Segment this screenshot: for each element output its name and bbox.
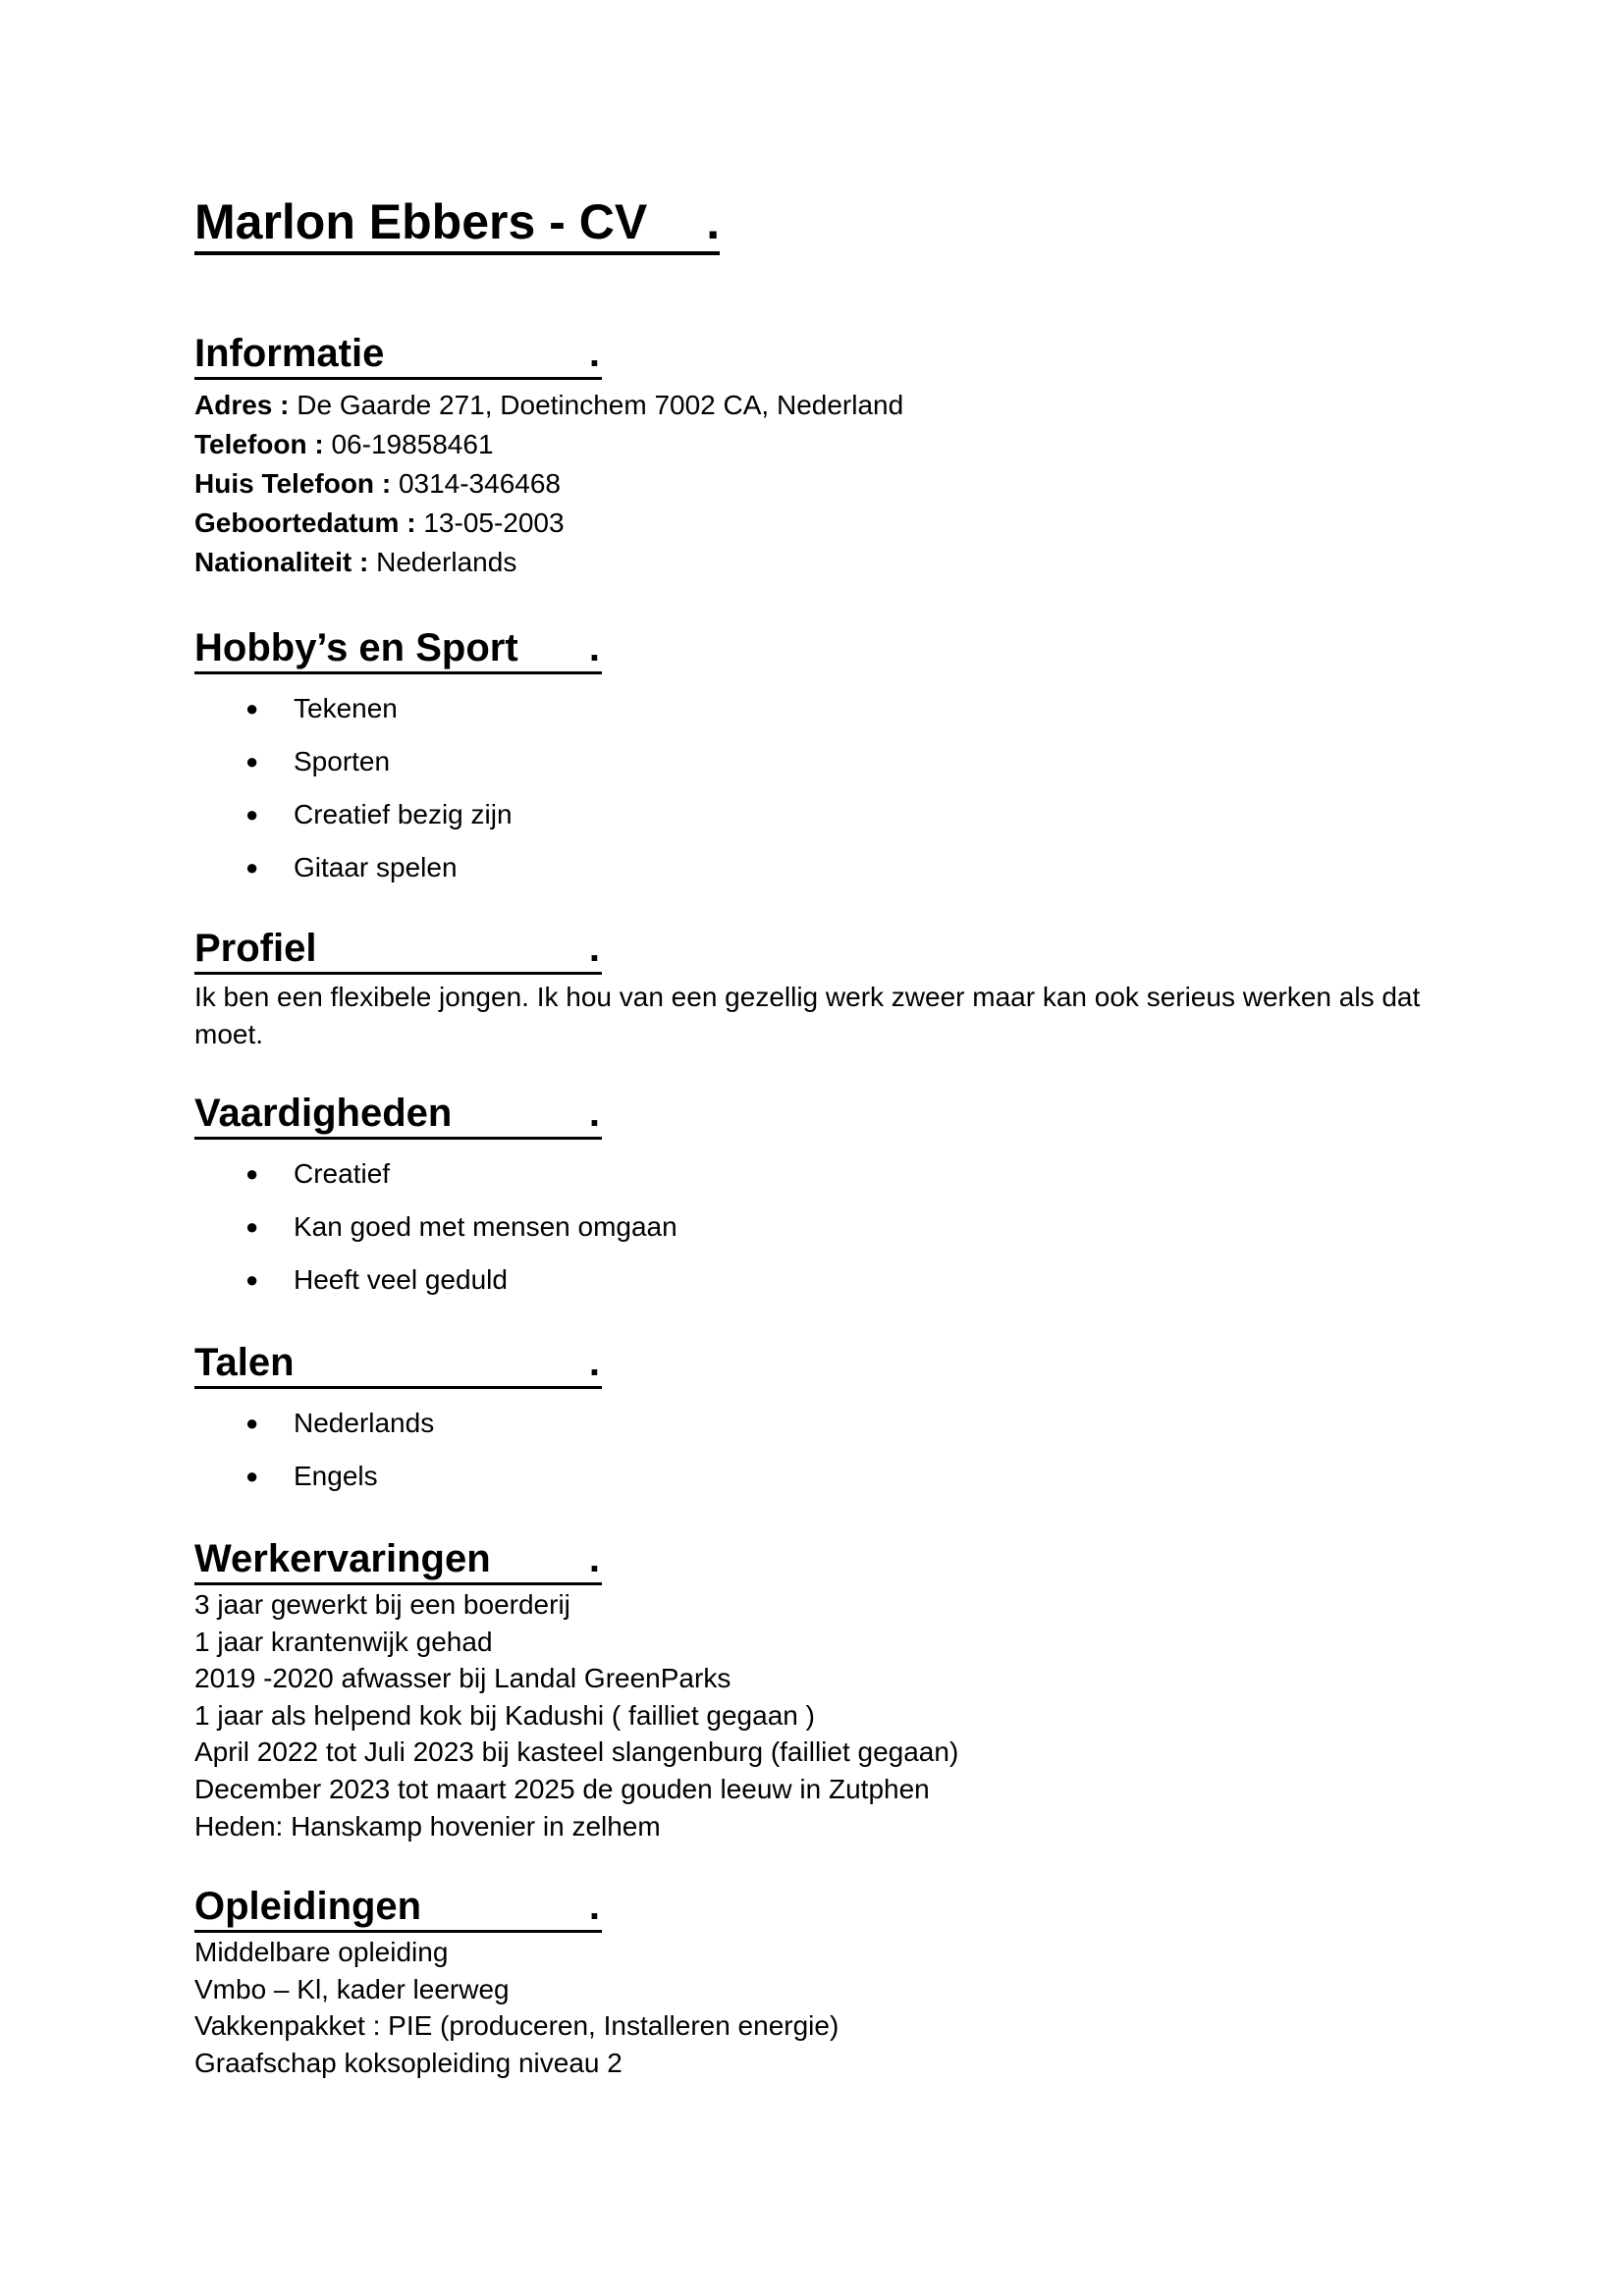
bullet-icon: ● [245, 1267, 259, 1292]
info-label: Adres : [194, 390, 290, 420]
list-item: April 2022 tot Juli 2023 bij kasteel slangenburg (failliet gegaan) [194, 1736, 959, 1768]
heading-werkervaringen-text: Werkervaringen [194, 1537, 491, 1580]
list-item [194, 1148, 1451, 1201]
info-value: De Gaarde 271, Doetinchem 7002 CA, Nederland [297, 390, 904, 420]
list-item-text: Engels [294, 1461, 378, 1491]
list-item: 3 jaar gewerkt bij een boerderij [194, 1589, 570, 1620]
heading-hobbies-text: Hobby’s en Sport [194, 626, 518, 669]
heading-dot: . [588, 1092, 600, 1135]
heading-dot: . [588, 1885, 600, 1928]
info-row-huis-telefoon [194, 464, 1451, 504]
list-item [194, 1450, 1451, 1503]
bullet-icon: ● [245, 1411, 259, 1435]
list-item [194, 1201, 1451, 1254]
section-werkervaringen [194, 1535, 1451, 1844]
info-value: 0314-346468 [398, 468, 561, 499]
bullet-icon: ● [245, 696, 259, 721]
bullet-icon: ● [245, 1214, 259, 1239]
info-value: Nederlands [376, 547, 517, 577]
info-row-adres [194, 386, 1451, 425]
list-item [194, 841, 1451, 894]
list-item: Vakkenpakket : PIE (produceren, Installeren energie) [194, 2010, 839, 2042]
list-item: 1 jaar als helpend kok bij Kadushi ( failliet gegaan ) [194, 1699, 815, 1731]
heading-dot: . [588, 626, 600, 669]
section-hobbies [194, 624, 1451, 894]
heading-opleidingen [194, 1883, 602, 1933]
talen-list [194, 1397, 1451, 1503]
info-label: Nationaliteit : [194, 547, 369, 577]
info-label: Telefoon : [194, 429, 324, 459]
heading-dot: . [588, 927, 600, 970]
section-profiel [194, 925, 1451, 1053]
list-item [194, 682, 1451, 735]
list-item-text: Creatief bezig zijn [294, 799, 513, 829]
profiel-text: Ik ben een flexibele jongen. Ik hou van een gezellig werk zweer maar kan ook serieus werken als dat moet. [194, 982, 1421, 1049]
heading-talen-text: Talen [194, 1341, 295, 1384]
list-item-text: Nederlands [294, 1408, 435, 1438]
hobbies-list [194, 682, 1451, 894]
page-title [194, 192, 720, 255]
info-value: 13-05-2003 [423, 507, 565, 538]
info-list [194, 386, 1451, 582]
list-item-text: Creatief [294, 1158, 391, 1189]
bullet-icon: ● [245, 1161, 259, 1186]
list-item: Vmbo – Kl, kader leerweg [194, 1973, 510, 2004]
heading-vaardigheden [194, 1090, 602, 1140]
list-item-text: Kan goed met mensen omgaan [294, 1211, 677, 1242]
list-item [194, 788, 1451, 841]
list-item: Heden: Hanskamp hovenier in zelhem [194, 1810, 661, 1842]
heading-informatie-text: Informatie [194, 332, 385, 375]
list-item-text: Gitaar spelen [294, 852, 458, 882]
bullet-icon: ● [245, 749, 259, 774]
list-item [194, 735, 1451, 788]
heading-werkervaringen [194, 1535, 602, 1585]
info-value: 06-19858461 [331, 429, 494, 459]
bullet-icon: ● [245, 1464, 259, 1488]
title-text: Marlon Ebbers - CV [194, 194, 648, 249]
bullet-icon: ● [245, 802, 259, 827]
section-vaardigheden [194, 1090, 1451, 1307]
list-item [194, 1397, 1451, 1450]
section-opleidingen [194, 1883, 1451, 2081]
info-row-telefoon [194, 425, 1451, 464]
bullet-icon: ● [245, 855, 259, 880]
heading-vaardigheden-text: Vaardigheden [194, 1092, 453, 1135]
info-row-geboortedatum [194, 504, 1451, 543]
heading-informatie [194, 330, 602, 380]
list-item: 2019 -2020 afwasser bij Landal GreenParks [194, 1663, 731, 1694]
list-item: Graafschap koksopleiding niveau 2 [194, 2047, 623, 2078]
list-item-text: Sporten [294, 746, 391, 776]
info-row-nationaliteit [194, 543, 1451, 582]
opleidingen-list [194, 1934, 1451, 2081]
list-item: December 2023 tot maart 2025 de gouden leeuw in Zutphen [194, 1773, 930, 1804]
list-item: Middelbare opleiding [194, 1937, 449, 1967]
heading-profiel [194, 925, 602, 975]
vaardigheden-list [194, 1148, 1451, 1307]
heading-talen [194, 1339, 602, 1389]
list-item-text: Tekenen [294, 693, 398, 723]
heading-dot: . [588, 332, 600, 375]
list-item [194, 1254, 1451, 1307]
info-label: Huis Telefoon : [194, 468, 392, 499]
info-label: Geboortedatum : [194, 507, 416, 538]
list-item-text: Heeft veel geduld [294, 1264, 508, 1295]
section-talen [194, 1339, 1451, 1503]
heading-hobbies [194, 624, 602, 674]
werkervaringen-list [194, 1586, 1451, 1844]
list-item: 1 jaar krantenwijk gehad [194, 1626, 493, 1657]
heading-profiel-text: Profiel [194, 927, 317, 970]
section-informatie [194, 330, 1451, 582]
heading-dot: . [588, 1341, 600, 1384]
title-dot: . [706, 194, 721, 249]
heading-opleidingen-text: Opleidingen [194, 1885, 422, 1928]
heading-dot: . [588, 1537, 600, 1580]
